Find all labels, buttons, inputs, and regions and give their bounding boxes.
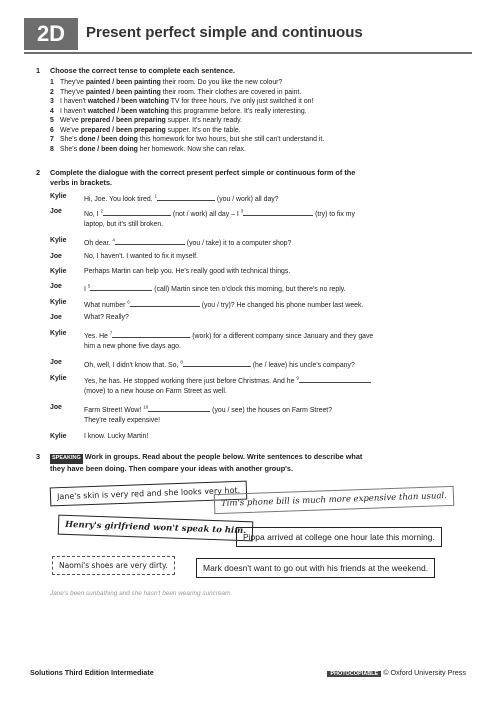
speaker-name: Kylie bbox=[50, 330, 67, 337]
answer-blank[interactable] bbox=[183, 359, 251, 367]
situation-card: Pippa arrived at college one hour late this morning. bbox=[236, 527, 442, 547]
page-footer bbox=[30, 668, 466, 680]
speaker-name: Joe bbox=[50, 359, 62, 366]
choice-option[interactable]: watched / been watching bbox=[87, 107, 169, 115]
example-answer: Jane's been sunbathing and she hasn't been wearing suncream. bbox=[50, 590, 233, 597]
situation-card: Tim's phone bill is much more expensive than usual. bbox=[214, 486, 454, 514]
choice-option[interactable]: done / been doing bbox=[78, 145, 138, 153]
list-item: 8 She's done / been doing her homework. Now she can relax. bbox=[50, 145, 246, 153]
choice-option[interactable]: painted / been painting bbox=[85, 88, 161, 96]
speaker-name: Joe bbox=[50, 208, 62, 215]
list-item: 5 We've prepared / been preparing supper. It's nearly ready. bbox=[50, 117, 243, 124]
answer-blank[interactable] bbox=[130, 299, 200, 307]
answer-blank[interactable] bbox=[299, 375, 371, 383]
exercise-1 bbox=[36, 66, 466, 166]
list-item: 7 She's done / been doing this homework for two hours, but she still can't understand it. bbox=[50, 136, 325, 143]
unit-badge: 2D bbox=[24, 18, 78, 50]
speaker-name: Kylie bbox=[50, 299, 67, 306]
choice-option[interactable]: done / been doing bbox=[78, 136, 138, 143]
answer-blank[interactable] bbox=[243, 208, 313, 216]
situation-card: Naomi's shoes are very dirty. bbox=[52, 556, 175, 575]
answer-blank[interactable] bbox=[103, 208, 171, 216]
header-rule bbox=[24, 52, 472, 54]
book-title: Solutions Third Edition Intermediate bbox=[30, 668, 154, 677]
speaker-name: Joe bbox=[50, 253, 62, 260]
unit-header bbox=[24, 18, 472, 50]
answer-blank[interactable] bbox=[112, 330, 190, 338]
exercise-number: 3 bbox=[36, 452, 41, 461]
photocopiable-badge: PHOTOCOPIABLE bbox=[327, 671, 381, 677]
exercise-instruction: Complete the dialogue with the correct present perfect simple or continuous form of the verbs in brackets. bbox=[50, 168, 356, 187]
exercise-number: 2 bbox=[36, 168, 41, 177]
choice-option[interactable]: prepared / been preparing bbox=[80, 117, 166, 124]
answer-blank[interactable] bbox=[157, 193, 215, 201]
page-title: Present perfect simple and continuous bbox=[86, 24, 363, 41]
exercise-instruction: SPEAKING Work in groups. Read about the people below. Write sentences to describe what they have been doing. Then compare your ideas with another group's. bbox=[50, 452, 363, 473]
speaker-name: Joe bbox=[50, 314, 62, 321]
situation-card: Jane's skin is very red and she looks very hot. bbox=[50, 481, 248, 507]
speaker-name: Joe bbox=[50, 404, 62, 411]
exercise-2-heading bbox=[36, 168, 466, 188]
list-item: 6 We've prepared / been preparing supper. It's on the table. bbox=[50, 126, 241, 134]
answer-blank[interactable] bbox=[90, 283, 152, 291]
list-item: 1 They've painted / been painting their room. Do you like the new colour? bbox=[50, 79, 283, 86]
choice-option[interactable]: painted / been painting bbox=[85, 79, 161, 86]
exercise-3-heading bbox=[36, 452, 466, 472]
speaker-name: Joe bbox=[50, 283, 62, 290]
exercise-number: 1 bbox=[36, 66, 41, 75]
speaker-name: Kylie bbox=[50, 433, 67, 440]
list-item: 4 I haven't watched / been watching this programme before. It's really interesting. bbox=[50, 107, 307, 115]
choice-option[interactable]: prepared / been preparing bbox=[80, 126, 166, 134]
speaker-name: Kylie bbox=[50, 375, 67, 382]
answer-blank[interactable] bbox=[115, 237, 185, 245]
list-item: 3 I haven't watched / been watching TV for three hours. I've only just switched it on! bbox=[50, 98, 314, 105]
situation-card: Mark doesn't want to go out with his friends at the weekend. bbox=[196, 558, 435, 578]
speaking-label: SPEAKING bbox=[50, 454, 83, 464]
speaker-name: Kylie bbox=[50, 193, 67, 200]
copyright: PHOTOCOPIABLE © Oxford University Press bbox=[327, 668, 466, 677]
speaker-name: Kylie bbox=[50, 237, 67, 244]
answer-blank[interactable] bbox=[148, 404, 210, 412]
situation-card: Henry's girlfriend won't speak to him. bbox=[58, 515, 254, 542]
exercise-instruction: Choose the correct tense to complete each sentence. bbox=[50, 66, 235, 75]
speaker-name: Kylie bbox=[50, 268, 67, 275]
choice-option[interactable]: watched / been watching bbox=[87, 98, 169, 105]
list-item: 2 They've painted / been painting their room. Their clothes are covered in paint. bbox=[50, 88, 302, 96]
